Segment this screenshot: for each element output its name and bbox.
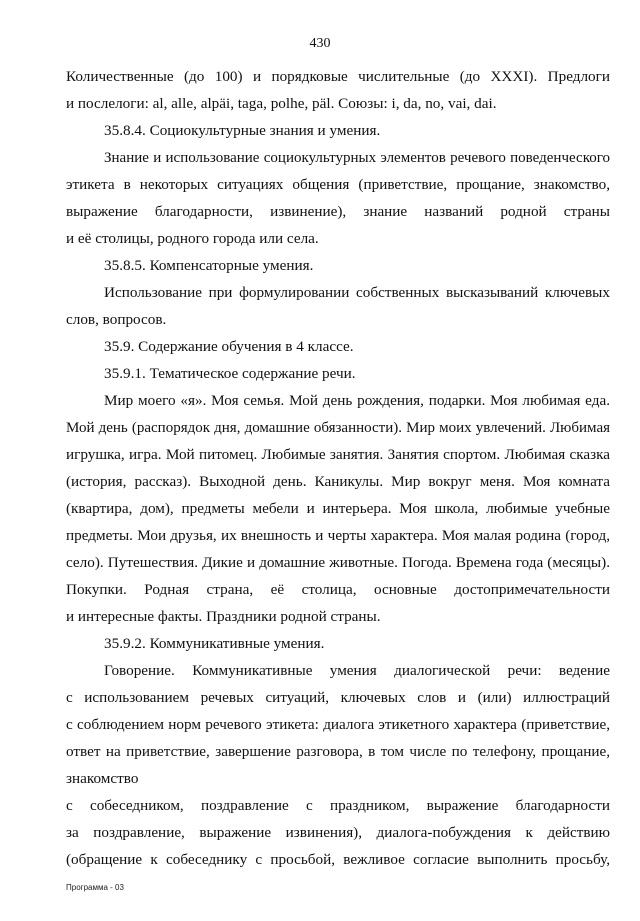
text-line: Мой день (распорядок дня, домашние обязанности). Мир моих увлечений. Любимая [66,420,610,436]
text-line: слов, вопросов. [66,311,167,328]
text-line: (история, рассказ). Выходной день. Каникулы. Мир вокруг меня. Моя комната [66,473,610,490]
text-line: за поздравление, выражение извинения), диалога-побуждения к действию [66,824,610,841]
text-line: (обращение к собеседнику с просьбой, вежливое согласие выполнить просьбу, [66,851,610,868]
text-line: и её столицы, родного города или села. [66,230,319,247]
text-line: с собеседником, поздравление с праздником, выражение благодарности [66,797,610,814]
text-line: предметы. Мои друзья, их внешность и черты характера. Моя малая родина (город, [66,527,610,544]
text-line: Использование при формулировании собственных высказываний ключевых [104,284,610,301]
section-heading: 35.9.2. Коммуникативные умения. [104,635,325,652]
text-line: село). Путешествия. Дикие и домашние животные. Погода. Времена года (месяцы). [66,554,610,571]
text-line: и интересные факты. Праздники родной страны. [66,608,381,625]
text-line: с использованием речевых ситуаций, ключевых слов и (или) иллюстраций [66,689,610,706]
section-heading: 35.8.5. Компенсаторные умения. [104,257,314,274]
text-line: с соблюдением норм речевого этикета: диалога этикетного характера (приветствие, [66,716,610,733]
text-line: Количественные (до 100) и порядковые числительные (до XXXI). Предлоги [66,68,610,85]
text-line: Мир моего «я». Моя семья. Мой день рождения, подарки. Моя любимая еда. [104,392,610,409]
text-line: и послелоги: al, alle, alpäi, taga, polhe, päl. Союзы: i, da, no, vai, dai. [66,95,497,112]
page-number: 430 [309,36,331,51]
text-line: ответ на приветствие, завершение разговора, в том числе по телефону, прощание, [66,743,610,760]
page-footer: Программа - 03 [66,883,124,892]
text-line: этикета в некоторых ситуациях общения (приветствие, прощание, знакомство, [66,176,610,193]
text-line: знакомство [66,770,139,787]
text-line: игрушка, игра. Мой питомец. Любимые занятия. Занятия спортом. Любимая сказка [66,446,610,463]
text-line: Знание и использование социокультурных элементов речевого поведенческого [104,150,610,166]
text-line: (квартира, дом), предметы мебели и интерьера. Моя школа, любимые учебные [66,500,610,517]
section-heading: 35.9. Содержание обучения в 4 классе. [104,338,354,355]
text-line: Говорение. Коммуникативные умения диалогической речи: ведение [104,662,610,679]
text-line: Покупки. Родная страна, её столица, основные достопримечательности [66,581,610,598]
section-heading: 35.8.4. Социокультурные знания и умения. [104,122,381,139]
section-heading: 35.9.1. Тематическое содержание речи. [104,365,356,382]
text-line: выражение благодарности, извинение), знание названий родной страны [66,203,610,220]
